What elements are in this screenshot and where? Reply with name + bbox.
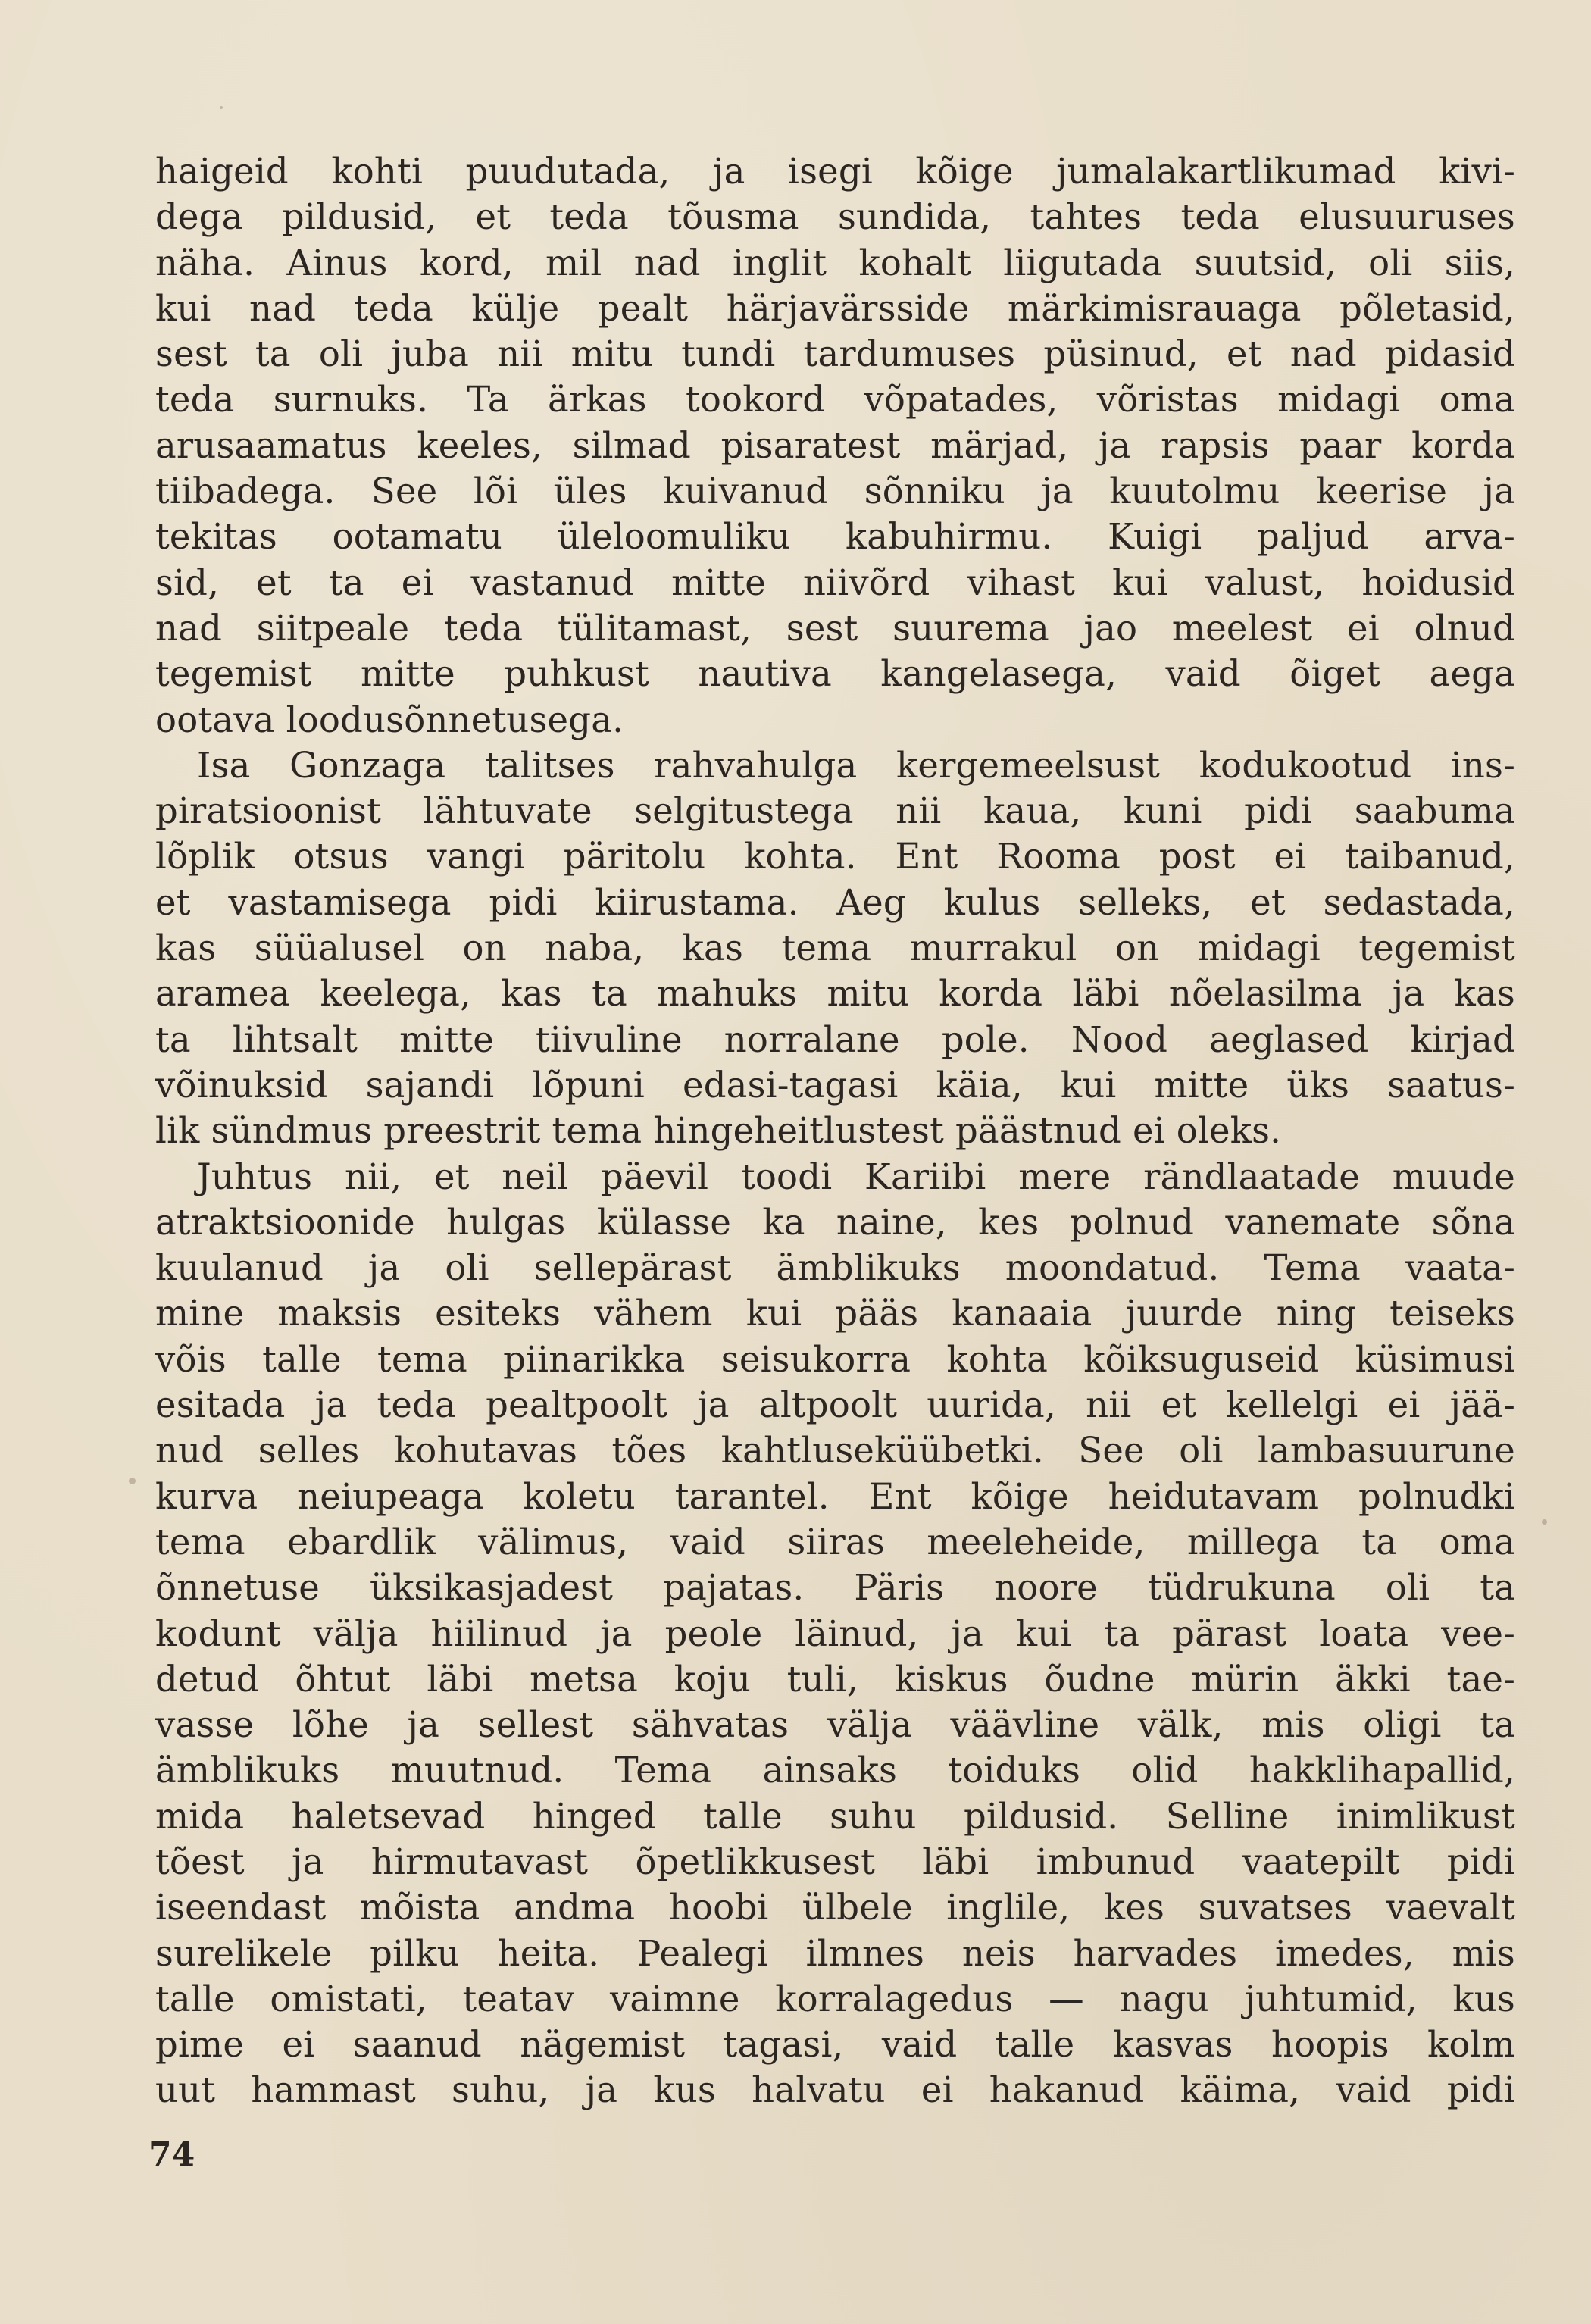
text-line: vasse lõhe ja sellest sähvatas välja väävline välk, mis oligi ta	[155, 1704, 1515, 1746]
text-line: Isa Gonzaga talitses rahvahulga kergemeelsust kodukootud ins-	[197, 744, 1515, 786]
text-line: piratsioonist lähtuvate selgitustega nii kaua, kuni pidi saabuma	[155, 790, 1515, 832]
text-line: iseendast mõista andma hoobi ülbele inglile, kes suvatses vaevalt	[155, 1887, 1515, 1928]
paper-speck	[129, 1478, 136, 1484]
text-line: tegemist mitte puhkust nautiva kangelasega, vaid õiget aega	[155, 653, 1515, 695]
text-line: haigeid kohti puudutada, ja isegi kõige jumalakartlikumad kivi-	[155, 151, 1515, 192]
text-line: sest ta oli juba nii mitu tundi tardumuses püsinud, et nad pidasid	[155, 333, 1515, 375]
text-line: nad siitpeale teda tülitamast, sest suurema jao meelest ei olnud	[155, 607, 1515, 649]
text-line: esitada ja teda pealtpoolt ja altpoolt uurida, nii et kellelgi ei jää-	[155, 1384, 1515, 1426]
text-line: sid, et ta ei vastanud mitte niivõrd vihast kui valust, hoidusid	[155, 561, 1515, 603]
paper-speck	[220, 106, 223, 109]
text-line: lõplik otsus vangi päritolu kohta. Ent Rooma post ei taibanud,	[155, 836, 1515, 877]
text-line: atraktsioonide hulgas külasse ka naine, kes polnud vanemate sõna	[155, 1201, 1515, 1243]
text-line: Juhtus nii, et neil päevil toodi Kariibi mere rändlaatade muude	[197, 1156, 1515, 1197]
text-line: nud selles kohutavas tões kahtluseküübetki. See oli lambasuurune	[155, 1430, 1515, 1472]
text-line: detud õhtut läbi metsa koju tuli, kiskus õudne mürin äkki tae-	[155, 1658, 1515, 1700]
text-line: mine maksis esiteks vähem kui pääs kanaaia juurde ning teiseks	[155, 1293, 1515, 1334]
text-line: ootava loodusõnnetusega.	[155, 699, 624, 740]
text-line: uut hammast suhu, ja kus halvatu ei hakanud käima, vaid pidi	[155, 2069, 1515, 2111]
text-line: näha. Ainus kord, mil nad inglit kohalt liigutada suutsid, oli siis,	[155, 242, 1515, 283]
text-line: kas süüalusel on naba, kas tema murrakul on midagi tegemist	[155, 927, 1515, 969]
text-line: tõest ja hirmutavast õpetlikkusest läbi imbunud vaatepilt pidi	[155, 1841, 1515, 1882]
text-line: kuulanud ja oli sellepärast ämblikuks moondatud. Tema vaata-	[155, 1247, 1515, 1289]
text-line: surelikele pilku heita. Pealegi ilmnes neis harvades imedes, mis	[155, 1932, 1515, 1974]
text-line: arusaamatus keeles, silmad pisaratest märjad, ja rapsis paar korda	[155, 424, 1515, 466]
text-line: õnnetuse üksikasjadest pajatas. Päris noore tüdrukuna oli ta	[155, 1567, 1515, 1609]
body-text	[155, 149, 1515, 2113]
text-line: pime ei saanud nägemist tagasi, vaid talle kasvas hoopis kolm	[155, 2024, 1515, 2066]
text-line: ta lihtsalt mitte tiivuline norralane pole. Nood aeglased kirjad	[155, 1018, 1515, 1060]
text-line: tekitas ootamatu üleloomuliku kabuhirmu. Kuigi paljud arva-	[155, 516, 1515, 558]
text-line: kurva neiupeaga koletu tarantel. Ent kõige heidutavam polnudki	[155, 1475, 1515, 1517]
text-line: võinuksid sajandi lõpuni edasi-tagasi käia, kui mitte üks saatus-	[155, 1064, 1515, 1106]
page-number: 74	[148, 2135, 195, 2174]
text-line: talle omistati, teatav vaimne korralagedus — nagu juhtumid, kus	[155, 1978, 1515, 2019]
text-line: dega pildusid, et teda tõusma sundida, tahtes teda elusuuruses	[155, 196, 1515, 238]
text-line: teda surnuks. Ta ärkas tookord võpatades, võristas midagi oma	[155, 379, 1515, 421]
text-line: kui nad teda külje pealt härjavärsside märkimisrauaga põletasid,	[155, 287, 1515, 329]
text-line: ämblikuks muutnud. Tema ainsaks toiduks olid hakklihapallid,	[155, 1750, 1515, 1791]
text-line: et vastamisega pidi kiirustama. Aeg kulus selleks, et sedastada,	[155, 881, 1515, 923]
text-line: tiibadega. See lõi üles kuivanud sõnniku ja kuutolmu keerise ja	[155, 471, 1515, 512]
text-line: aramea keelega, kas ta mahuks mitu korda läbi nõelasilma ja kas	[155, 973, 1515, 1015]
text-line: kodunt välja hiilinud ja peole läinud, ja kui ta pärast loata vee-	[155, 1612, 1515, 1654]
paper-speck	[1542, 1519, 1547, 1525]
text-line: võis talle tema piinarikka seisukorra kohta kõiksuguseid küsimusi	[155, 1338, 1515, 1380]
text-line: mida haletsevad hinged talle suhu pildusid. Selline inimlikust	[155, 1795, 1515, 1837]
text-line: tema ebardlik välimus, vaid siiras meeleheide, millega ta oma	[155, 1521, 1515, 1562]
text-line: lik sündmus preestrit tema hingeheitlustest päästnud ei oleks.	[155, 1110, 1282, 1152]
